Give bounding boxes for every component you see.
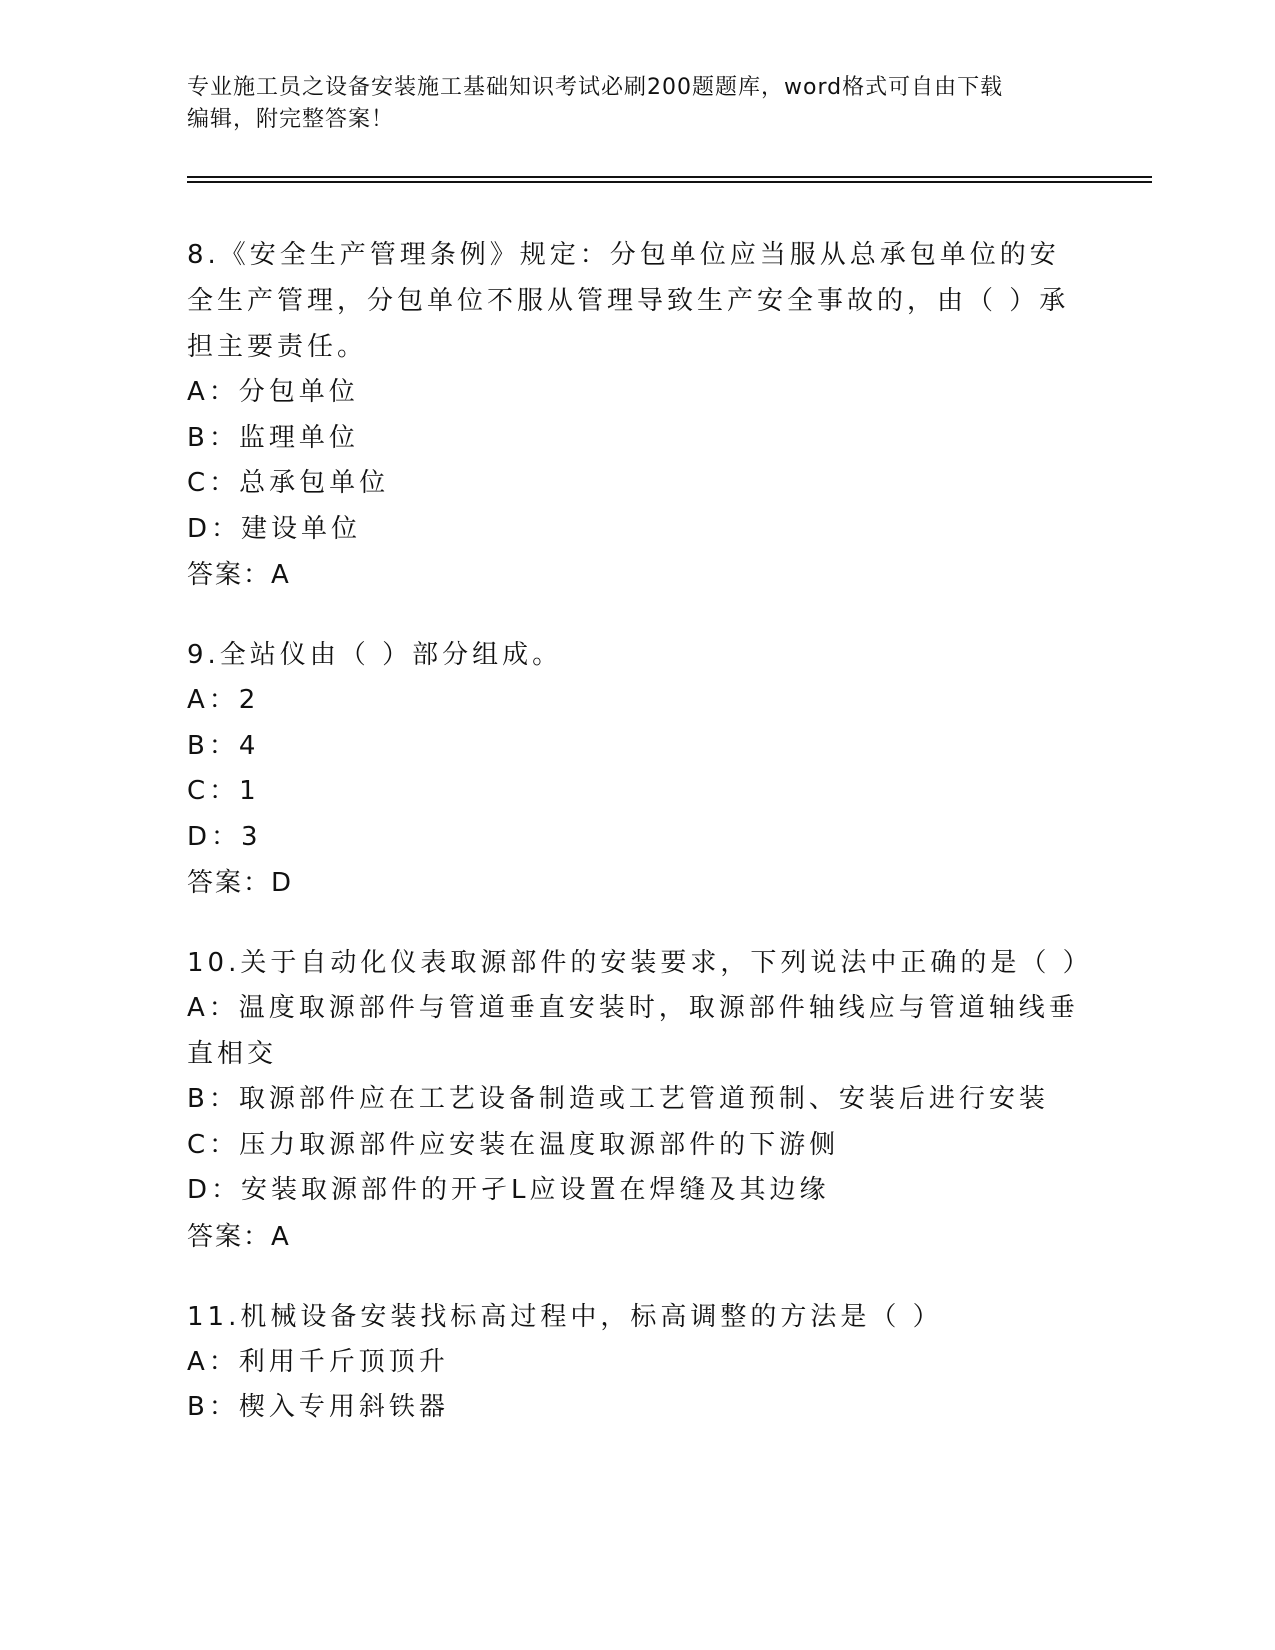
header-divider-top xyxy=(187,176,1152,178)
option-b: B：楔入专用斜铁器 xyxy=(187,1392,449,1422)
option-d: D：安装取源部件的开孑L应设置在焊缝及其边缘 xyxy=(187,1175,830,1205)
question-11 xyxy=(187,1294,1087,1431)
document-header xyxy=(187,72,1067,136)
question-stem: 9.全站仪由（ ）部分组成。 xyxy=(187,640,563,670)
option-c: C：压力取源部件应安装在温度取源部件的下游侧 xyxy=(187,1129,840,1160)
option-d: D：3 xyxy=(187,821,262,852)
question-list xyxy=(187,232,1093,1465)
option-a: A：利用千斤顶顶升 xyxy=(187,1346,449,1377)
option-b: B：4 xyxy=(187,730,260,761)
option-b: B：监理单位 xyxy=(187,422,359,453)
header-line-2: 编辑，附完整答案！ xyxy=(187,107,395,132)
option-b: B：取源部件应在工艺设备制造或工艺管道预制、安装后进行安装 xyxy=(187,1084,1049,1114)
answer-line: 答案：A xyxy=(187,560,291,590)
option-a: A：分包单位 xyxy=(187,377,359,407)
question-stem: 10.关于自动化仪表取源部件的安装要求，下列说法中正确的是（ ） xyxy=(187,948,1093,978)
question-10 xyxy=(187,940,1093,1260)
header-divider-bottom xyxy=(187,181,1152,183)
header-line-1: 专业施工员之设备安装施工基础知识考试必刷200题题库，word格式可自由下载 xyxy=(187,75,1004,100)
question-stem: 8.《安全生产管理条例》规定：分包单位应当服从总承包单位的安全生产管理，分包单位不服从管理导致生产安全事故的，由（ ）承担主要责任。 xyxy=(187,240,1070,362)
answer-line: 答案：D xyxy=(187,868,294,898)
option-a: A：温度取源部件与管道垂直安装时，取源部件轴线应与管道轴线垂直相交 xyxy=(187,993,1079,1069)
question-8 xyxy=(187,232,1087,598)
option-c: C：1 xyxy=(187,776,260,806)
option-d: D：建设单位 xyxy=(187,513,362,544)
option-a: A：2 xyxy=(187,685,260,715)
question-9 xyxy=(187,632,1087,906)
question-stem: 11.机械设备安装找标高过程中，标高调整的方法是（ ） xyxy=(187,1301,943,1332)
option-c: C：总承包单位 xyxy=(187,468,390,498)
answer-line: 答案：A xyxy=(187,1221,291,1252)
